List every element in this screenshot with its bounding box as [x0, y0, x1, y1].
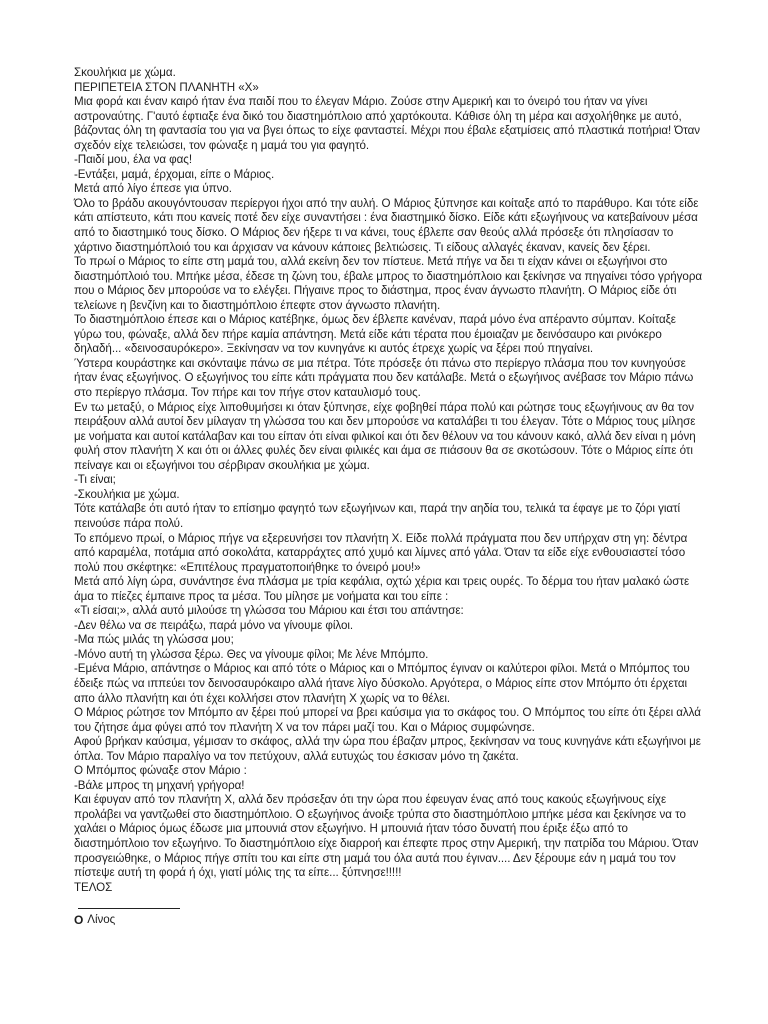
paragraph: «Τι είσαι;», αλλά αυτό μιλούσε τη γλώσσα του Μάριου και έτσι του απάντησε: — [74, 604, 464, 618]
paragraph: Μετά από λίγη ώρα, συνάντησε ένα πλάσμα με τρία κεφάλια, οχτώ χέρια και τρεις ουρές. Το δέρμα του ήταν μαλακό ώστε άμα το πίεζες έμπαινε προς τα μέσα. Του μίλησε με νοήματα και του είπε : — [74, 575, 690, 603]
dialogue-line: -Τι είναι; — [74, 473, 116, 487]
author-name: Λίνος — [87, 913, 116, 927]
paragraph: Μια φορά και έναν καιρό ήταν ένα παιδί που το έλεγαν Μάριο. Ζούσε στην Αμερική και το όνειρό του ήταν να γίνει αστροναύτης. Γ'αυτό έφτιαξε ένα δικό του διαστημόπλοιο από χαρτόκουτα. Κάθισε όλη τη μέρα και ασχολήθηκε με αυτό, βάζοντας όλη τη φαντασία του για να βγει όπως το είχε φανταστεί. Μέχρι που έβαλε εξατμίσεις από πλαστικά ποτήρια! Όταν σχεδόν είχε τελειώσει, τον φώναξε η μαμά του για φαγητό. — [74, 95, 701, 152]
paragraph: Αφού βρήκαν καύσιμα, γέμισαν το σκάφος, αλλά την ώρα που έβαζαν μπρος, ξεκίνησαν να τους κυνηγάνε κάτι εξωγήινοι με όπλα. Τον Μάριο παραλίγο να τον πετύχουν, αλλά ευτυχώς του έσκισαν μόνο τη ζακέτα. — [74, 735, 701, 763]
dialogue-line: -Παιδί μου, έλα να φας! — [74, 153, 192, 167]
story-heading: ΠΕΡΙΠΕΤΕΙΑ ΣΤΟΝ ΠΛΑΝΗΤΗ «Χ» — [74, 80, 259, 94]
paragraph: Τότε κατάλαβε ότι αυτό ήταν το επίσημο φαγητό των εξωγήινων και, παρά την αηδία του, τελικά τα έφαγε με το ζόρι γιατί πεινούσε πάρα πολύ. — [74, 502, 681, 530]
document-body — [74, 66, 704, 928]
dialogue-line: -Μόνο αυτή τη γλώσσα ξέρω. Θες να γίνουμε φίλοι; Με λένε Μπόμπο. — [74, 647, 429, 661]
footnote-divider — [78, 908, 180, 909]
paragraph: Ο Μπόμπος φώναξε στον Μάριο : — [74, 764, 247, 778]
dialogue-line: -Βάλε μπρος τη μηχανή γρήγορα! — [74, 778, 245, 792]
dialogue-line: -Μα πώς μιλάς τη γλώσσα μου; — [74, 633, 234, 647]
footnote — [74, 913, 704, 928]
paragraph: Ύστερα κουράστηκε και σκόνταψε πάνω σε μια πέτρα. Τότε πρόσεξε ότι πάνω στο περίεργο πλάσμα που τον κυνηγούσε ήταν ένας εξωγήινος. Ο εξωγήινος του είπε κάτι πράγματα που δεν κατάλαβε. Μετά ο εξωγήινος ανέβασε τον Μάριο πάνω στο περίεργο πλάσμα. Τον πήρε και τον πήγε στον καταυλισμό τους. — [74, 356, 694, 400]
story-title: Σκουλήκια με χώμα. — [74, 66, 176, 79]
story-end: ΤΕΛΟΣ — [74, 880, 113, 894]
dialogue-line: -Σκουλήκια με χώμα. — [74, 487, 180, 501]
dialogue-line: -Εντάξει, μαμά, έρχομαι, είπε ο Μάριος. — [74, 167, 275, 181]
paragraph: Ο Μάριος ρώτησε τον Μπόμπο αν ξέρει πού μπορεί να βρει καύσιμα για το σκάφος του. Ο Μπόμπος του είπε ότι ξέρει αλλά του ζήτησε άμα φύγει από τον πλανήτη Χ να τον πάρει μαζί του. Και ο Μάριος συμφώνησε. — [74, 706, 701, 734]
paragraph: Όλο το βράδυ ακουγόντουσαν περίεργοι ήχοι από την αυλή. Ο Μάριος ξύπνησε και κοίταξε από το παράθυρο. Και τότε είδε κάτι απίστευτο, κάτι που κανείς ποτέ δεν είχε συναντήσει : ένα διαστημικό δίσκο. Είδε κάτι εξωγήινους να κατεβαίνουν μέσα από το διαστημικό τους δίσκο. Ο Μάριος δεν ήξερε τι να κάνει, τους έβλεπε σαν θεούς αλλά πρόσεξε ότι πλησίασαν το χάρτινο διαστημόπλοιό του και άρχισαν να κάνουν κάποιες βελτιώσεις. Τι είδους αλλαγές έκαναν, κανείς δεν ξέρει. — [74, 196, 699, 254]
paragraph: Και έφυγαν από τον πλανήτη Χ, αλλά δεν πρόσεξαν ότι την ώρα που έφευγαν ένας από τους κακούς εξωγήινους είχε προλάβει να γαντζωθεί στο διαστημόπλοιο. Ο εξωγήινος άνοιξε τρύπα στο διαστημόπλοιο μπήκε μέσα και ξεκίνησε να το χαλάει ο Μάριος όμως έδωσε μια μπουνιά στον εξωγήινο. Η μπουνιά ήταν τόσο δυνατή που έριξε έξω από το διαστημόπλοιο τον εξωγήινο. Το διαστημόπλοιο είχε διαρροή και έπεφτε προς στην Αμερική, την πατρίδα του Μάριου. Όταν προσγειώθηκε, ο Μάριος πήγε σπίτι του και είπε στη μαμά του όλα αυτά που έγιναν.... Δεν ξέρουμε εάν η μαμά του τον πίστεψε αυτή τη φορά ή όχι, γιατί μόλις της τα είπε... ξύπνησε!!!!! — [74, 793, 699, 880]
paragraph: Εν τω μεταξύ, ο Μάριος είχε λιποθυμήσει κι όταν ξύπνησε, είχε φοβηθεί πάρα πολύ και ρώτησε τους εξωγήινους αν θα τον πειράξουν αλλά αυτοί δεν μίλαγαν τη γλώσσα του και δεν μπορούσε να καταλάβει τι του έλεγαν. Τότε ο Μάριος τους μίλησε με νοήματα και αυτοί κατάλαβαν και του είπαν ότι είναι φιλικοί και ότι δεν θέλουν να του κάνουν κακό, αλλά δεν είναι η μόνη φυλή στον πλανήτη Χ και ότι οι άλλες φυλές δεν είναι φιλικές και άμα σε πιάσουν θα σε σκοτώσουν. Τότε ο Μάριος είπε ότι πείναγε και οι εξωγήινοι του σέρβιραν σκουλήκια με χώμα. — [74, 400, 696, 472]
paragraph: Το επόμενο πρωί, ο Μάριος πήγε να εξερευνήσει τον πλανήτη Χ. Είδε πολλά πράγματα που δεν υπήρχαν στη γη: δέντρα από καραμέλα, ποτάμια από σοκολάτα, καταρράχτες από χυμό και λίμνες από γάλα. Όταν τα είδε είχε ενθουσιαστεί τόσο πολύ που σκέφτηκε: «Επιτέλους πραγματοποιήθηκε το όνειρό μου!» — [74, 531, 688, 574]
dialogue-line: -Δεν θέλω να σε πειράξω, παρά μόνο να γίνουμε φίλοι. — [74, 618, 354, 632]
dialogue-line: -Εμένα Μάριο, απάντησε ο Μάριος και από τότε ο Μάριος και ο Μπόμπος έγιναν οι καλύτεροι φίλοι. Μετά ο Μπόμπος του έδειξε πώς να ιππεύει τον δεινοσαυρόκαιρο αλλά ήτανε λίγο δύσκολο. Αργότερα, ο Μάριος είπε στον Μπόμπο ότι έρχεται απο άλλο πλανήτη και ότι έχει κολλήσει στον πλανήτη Χ χωρίς να το θέλει. — [74, 662, 690, 705]
footnote-mark: O — [74, 913, 84, 928]
paragraph: Το διαστημόπλοιο έπεσε και ο Μάριος κατέβηκε, όμως δεν έβλεπε κανέναν, παρά μόνο ένα απέραντο σύμπαν. Κοίταξε γύρω του, φώναξε, αλλά δεν πήρε καμία απάντηση. Μετά είδε κάτι τέρατα που έμοιαζαν με δεινόσαυρο και ρινόκερο δηλαδή... «δεινοσαυρόκερο». Ξεκίνησαν να τον κυνηγάνε κι αυτός έτρεχε χωρίς να ξέρει πού πηγαίνει. — [74, 313, 676, 356]
paragraph: Το πρωί ο Μάριος το είπε στη μαμά του, αλλά εκείνη δεν τον πίστευε. Μετά πήγε να δει τι είχαν κάνει οι εξωγήινοι στο διαστημόπλοιό του. Μπήκε μέσα, έδεσε τη ζώνη του, έβαλε μπρος το διαστημόπλοιο και ξεκίνησε να πηγαίνει τόσο γρήγορα που ο Μάριος δεν μπορούσε να το ελέγξει. Πήγαινε προς το διάστημα, προς έναν άγνωστο πλανήτη. Ο Μάριος είδε ότι τελείωνε η βενζίνη και το διαστημόπλοιο έπεφτε στον άγνωστο πλανήτη. — [74, 255, 703, 312]
paragraph: Μετά από λίγο έπεσε για ύπνο. — [74, 182, 232, 196]
